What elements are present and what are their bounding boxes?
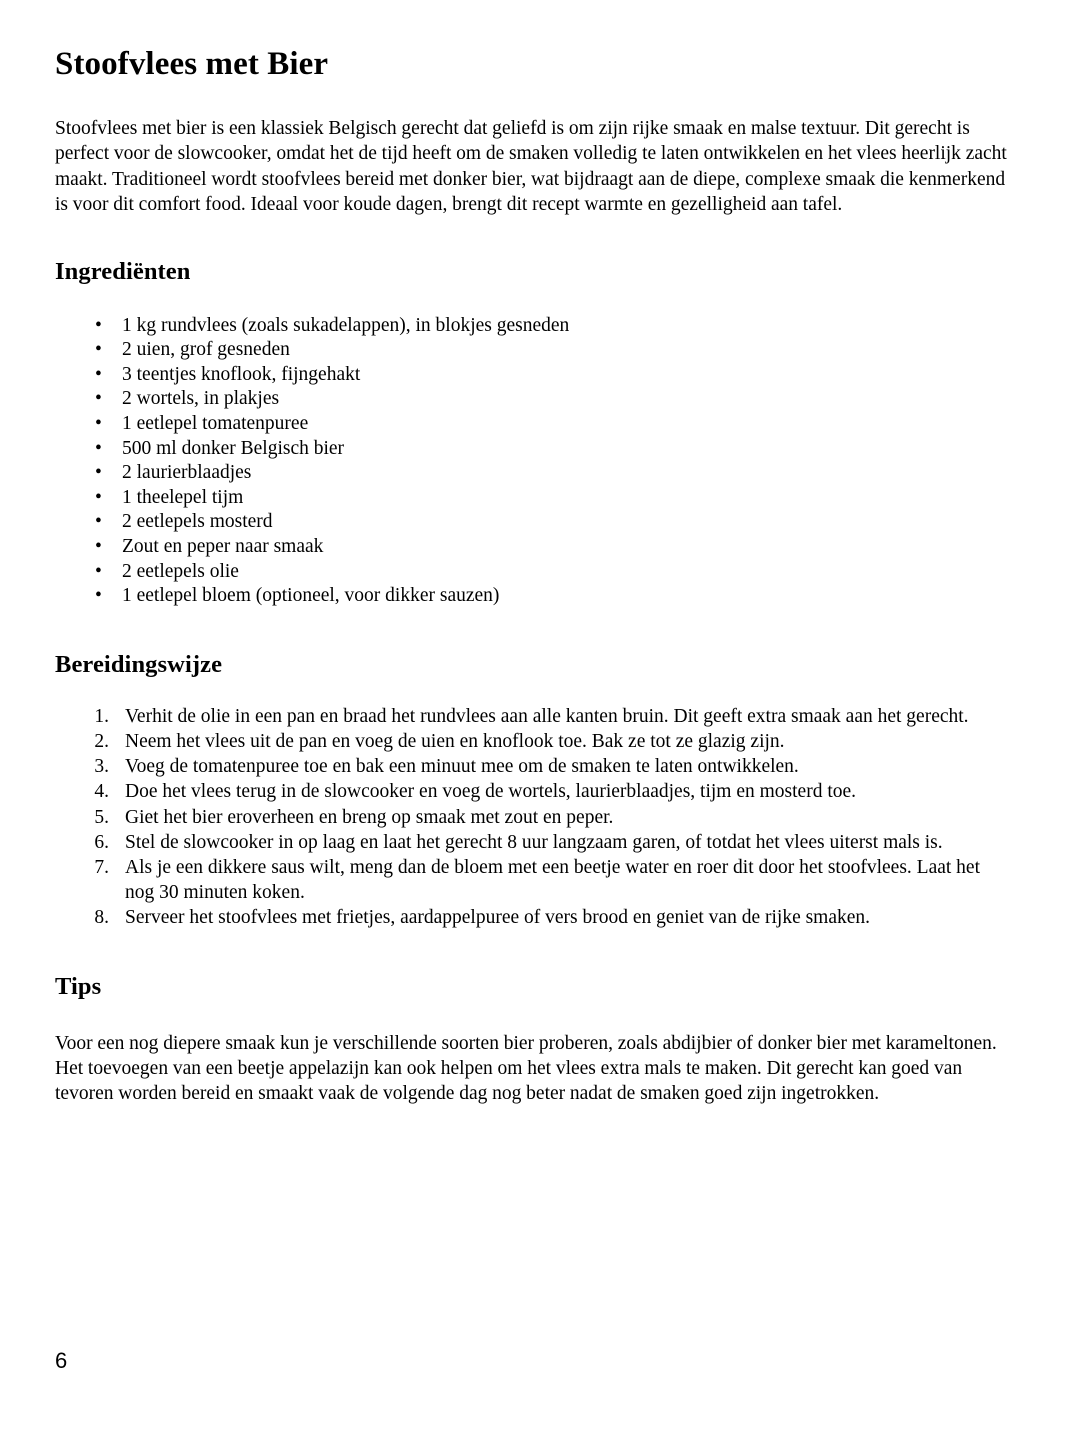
step-number: 1. [94, 705, 109, 727]
step-number: 8. [94, 907, 109, 929]
ingredient-text: 1 eetlepel tomatenpuree [122, 413, 309, 434]
step-number: 2. [94, 730, 109, 752]
step-text: Verhit de olie in een pan en braad het rundvlees aan alle kanten bruin. Dit geeft extra smaak aan het gerecht. [125, 705, 969, 727]
page-number: 6 [55, 1348, 68, 1373]
step-text: Stel de slowcooker in op laag en laat het gerecht 8 uur langzaam garen, of totdat het vlees uiterst mals is. [125, 831, 943, 853]
ingredient-text: 2 eetlepels olie [122, 560, 239, 582]
section-heading-tips: Tips [55, 972, 102, 1000]
list-item [55, 510, 1013, 535]
ingredient-text: 1 eetlepel bloem (optioneel, voor dikker sauzen) [122, 585, 500, 607]
list-item [55, 584, 1013, 609]
list-item [55, 905, 1013, 930]
bullet-icon: • [95, 339, 102, 361]
step-number: 4. [94, 781, 109, 803]
section-heading-ingredients: Ingrediënten [55, 257, 191, 285]
bullet-icon: • [95, 535, 102, 557]
ingredient-text: 3 teentjes knoflook, fijngehakt [122, 363, 361, 385]
list-item [55, 805, 1013, 830]
tips-paragraph: Voor een nog diepere smaak kun je verschillende soorten bier proberen, zoals abdijbier of donker bier met karameltonen. Het toevoegen van een beetje appelazijn kan ook helpen om het vlees extra mals te maken. Dit gerecht kan goed van tevoren worden bereid en smaakt vaak de volgende dag nog beter nadat de smaken goed zijn ingetrokken. [55, 1032, 997, 1105]
ingredient-text: 2 wortels, in plakjes [122, 388, 280, 410]
step-number: 3. [94, 756, 109, 778]
bullet-icon: • [95, 511, 102, 533]
list-item [55, 729, 1013, 754]
bullet-icon: • [95, 437, 102, 459]
bullet-icon: • [95, 585, 102, 607]
step-text: Als je een dikkere saus wilt, meng dan de bloem met een beetje water en roer dit door het stoofvlees. Laat het nog 30 minuten koken. [125, 856, 980, 904]
bullet-icon: • [95, 363, 102, 385]
ingredient-list [55, 314, 1013, 609]
list-item [55, 704, 1013, 729]
list-item [55, 535, 1013, 560]
bullet-icon: • [95, 560, 102, 582]
step-text: Voeg de tomatenpuree toe en bak een minuut mee om de smaken te laten ontwikkelen. [125, 756, 799, 778]
list-item [55, 560, 1013, 585]
list-item [55, 461, 1013, 486]
step-number: 5. [94, 806, 109, 828]
step-text: Giet het bier eroverheen en breng op smaak met zout en peper. [125, 806, 614, 828]
bullet-icon: • [95, 314, 102, 336]
list-item [55, 412, 1013, 437]
step-number: 6. [94, 831, 109, 853]
bullet-icon: • [95, 413, 102, 434]
step-number: 7. [94, 856, 109, 878]
ingredient-text: Zout en peper naar smaak [122, 535, 324, 557]
ingredient-text: 2 laurierblaadjes [122, 462, 252, 484]
ingredient-text: 500 ml donker Belgisch bier [122, 437, 345, 459]
list-item [55, 314, 1013, 339]
document-content [55, 44, 1013, 1107]
list-item [55, 830, 1013, 855]
list-item [55, 855, 1013, 905]
list-item [55, 387, 1013, 412]
bullet-icon: • [95, 486, 102, 508]
bullet-icon: • [95, 462, 102, 484]
step-text: Doe het vlees terug in de slowcooker en voeg de wortels, laurierblaadjes, tijm en mosterd toe. [125, 781, 857, 803]
bullet-icon: • [95, 388, 102, 410]
ingredient-text: 2 uien, grof gesneden [122, 339, 290, 361]
section-heading-method: Bereidingswijze [55, 650, 223, 678]
step-text: Serveer het stoofvlees met frietjes, aardappelpuree of vers brood en geniet van de rijke smaken. [125, 907, 871, 929]
list-item [55, 754, 1013, 779]
method-step-list [55, 704, 1013, 931]
intro-paragraph: Stoofvlees met bier is een klassiek Belgisch gerecht dat geliefd is om zijn rijke smaak en malse textuur. Dit gerecht is perfect voor de slowcooker, omdat het de tijd heeft om de smaken volledig te laten ontwikkelen en het vlees heerlijk zacht maakt. Traditioneel wordt stoofvlees bereid met donker bier, wat bijdraagt aan de diepe, complexe smaak die kenmerkend is voor dit comfort food. Ideaal voor koude dagen, brengt dit recept warmte en gezelligheid aan tafel. [55, 118, 1007, 216]
list-item [55, 486, 1013, 511]
step-text: Neem het vlees uit de pan en voeg de uien en knoflook toe. Bak ze tot ze glazig zijn. [125, 730, 785, 752]
list-item [55, 437, 1013, 462]
ingredient-text: 1 kg rundvlees (zoals sukadelappen), in blokjes gesneden [122, 314, 570, 336]
ingredient-text: 2 eetlepels mosterd [122, 511, 273, 533]
page-title: Stoofvlees met Bier [55, 46, 329, 82]
list-item [55, 363, 1013, 388]
ingredient-text: 1 theelepel tijm [122, 486, 244, 508]
list-item [55, 779, 1013, 804]
list-item [55, 338, 1013, 363]
